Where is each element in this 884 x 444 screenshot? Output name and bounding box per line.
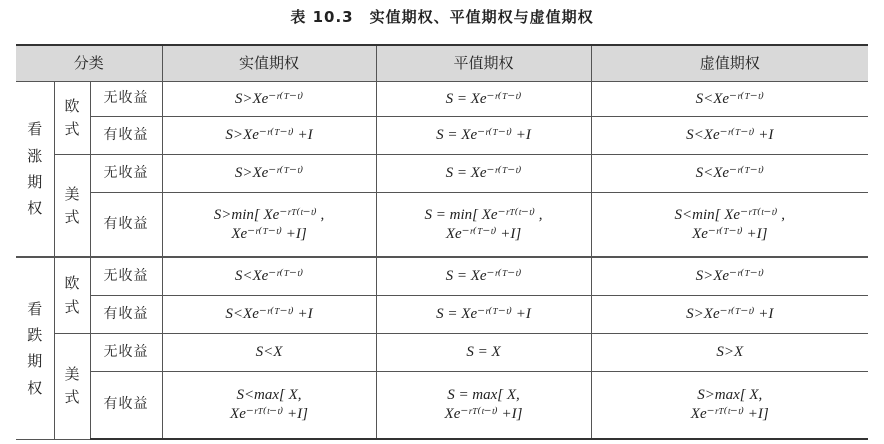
cell-otm: S>max[ X, Xe⁻ʳᵀ⁽ᵗ⁻ᵗ⁾ +I] (591, 371, 868, 439)
cell-itm: S<max[ X, Xe⁻ʳᵀ⁽ᵗ⁻ᵗ⁾ +I] (162, 371, 376, 439)
row-kind: 有收益 (90, 371, 162, 439)
put-us-label: 美式 (54, 333, 90, 439)
header-row (16, 45, 868, 81)
table-title: 表 10.3 实值期权、平值期权与虚值期权 (290, 8, 594, 26)
table-row (16, 257, 868, 295)
cell-otm: S<Xe⁻ʳ⁽ᵀ⁻ᵗ⁾ (591, 155, 868, 193)
row-kind: 无收益 (90, 155, 162, 193)
cell-otm: S>Xe⁻ʳ⁽ᵀ⁻ᵗ⁾ (591, 257, 868, 295)
cell-itm: S<Xe⁻ʳ⁽ᵀ⁻ᵗ⁾ +I (162, 295, 376, 333)
cell-itm: S<X (162, 333, 376, 371)
table-row (16, 193, 868, 258)
row-kind: 有收益 (90, 193, 162, 258)
put-group-label: 看跌期权 (16, 257, 54, 439)
table-row (16, 81, 868, 117)
cell-itm: S<Xe⁻ʳ⁽ᵀ⁻ᵗ⁾ (162, 257, 376, 295)
cell-otm: S>X (591, 333, 868, 371)
cell-otm: S>Xe⁻ʳ⁽ᵀ⁻ᵗ⁾ +I (591, 295, 868, 333)
call-group-label: 看涨期权 (16, 81, 54, 257)
cell-itm: S>Xe⁻ʳ⁽ᵀ⁻ᵗ⁾ (162, 81, 376, 117)
call-eu-label: 欧式 (54, 81, 90, 155)
table-row (16, 371, 868, 439)
row-kind: 有收益 (90, 295, 162, 333)
table-row (16, 155, 868, 193)
cell-atm: S = Xe⁻ʳ⁽ᵀ⁻ᵗ⁾ +I (376, 117, 591, 155)
cell-itm: S>min[ Xe⁻ʳᵀ⁽ᵗ⁻ᵗ⁾ , Xe⁻ʳ⁽ᵀ⁻ᵗ⁾ +I] (162, 193, 376, 258)
cell-atm: S = X (376, 333, 591, 371)
cell-atm: S = Xe⁻ʳ⁽ᵀ⁻ᵗ⁾ (376, 81, 591, 117)
cell-otm: S<Xe⁻ʳ⁽ᵀ⁻ᵗ⁾ (591, 81, 868, 117)
table-row (16, 117, 868, 155)
row-kind: 无收益 (90, 81, 162, 117)
row-kind: 无收益 (90, 333, 162, 371)
cell-atm: S = Xe⁻ʳ⁽ᵀ⁻ᵗ⁾ +I (376, 295, 591, 333)
options-moneyness-table (16, 44, 868, 440)
cell-itm: S>Xe⁻ʳ⁽ᵀ⁻ᵗ⁾ +I (162, 117, 376, 155)
cell-atm: S = Xe⁻ʳ⁽ᵀ⁻ᵗ⁾ (376, 155, 591, 193)
cell-itm: S>Xe⁻ʳ⁽ᵀ⁻ᵗ⁾ (162, 155, 376, 193)
cell-atm: S = Xe⁻ʳ⁽ᵀ⁻ᵗ⁾ (376, 257, 591, 295)
header-atm: 平值期权 (376, 45, 591, 81)
cell-atm: S = min[ Xe⁻ʳᵀ⁽ᵗ⁻ᵗ⁾ , Xe⁻ʳ⁽ᵀ⁻ᵗ⁾ +I] (376, 193, 591, 258)
put-eu-label: 欧式 (54, 257, 90, 333)
header-itm: 实值期权 (162, 45, 376, 81)
row-kind: 有收益 (90, 117, 162, 155)
row-kind: 无收益 (90, 257, 162, 295)
cell-otm: S<min[ Xe⁻ʳᵀ⁽ᵗ⁻ᵗ⁾ , Xe⁻ʳ⁽ᵀ⁻ᵗ⁾ +I] (591, 193, 868, 258)
table-row (16, 295, 868, 333)
table-row (16, 333, 868, 371)
header-category: 分类 (16, 45, 162, 81)
cell-otm: S<Xe⁻ʳ⁽ᵀ⁻ᵗ⁾ +I (591, 117, 868, 155)
cell-atm: S = max[ X, Xe⁻ʳᵀ⁽ᵗ⁻ᵗ⁾ +I] (376, 371, 591, 439)
call-us-label: 美式 (54, 155, 90, 258)
header-otm: 虚值期权 (591, 45, 868, 81)
